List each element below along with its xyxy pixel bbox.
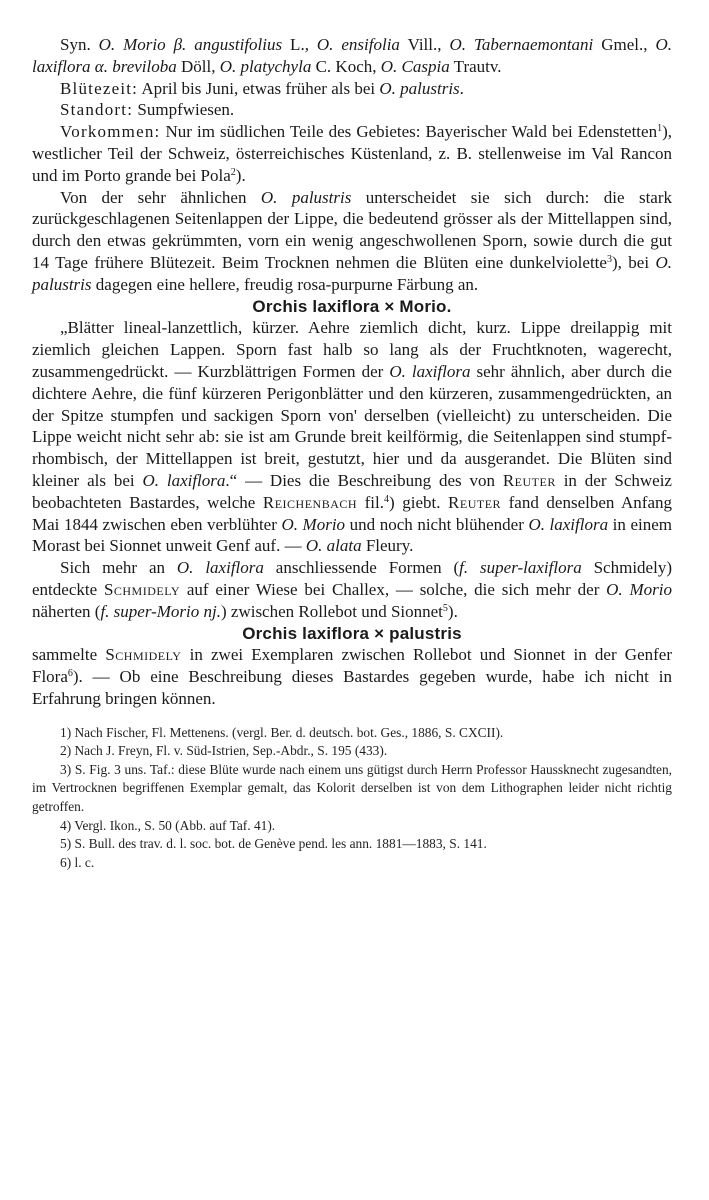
body-text: ). — Ob eine Beschreibung dieses Bastardes gegeben wurde, habe ich nicht in Erfahrung bringen können. (32, 667, 672, 708)
syn-text: Döll, (176, 56, 220, 76)
body-text: anschliessende Formen ( (263, 558, 460, 578)
body-text: Schmidely) entdeckte (32, 558, 672, 599)
body-text: sammelte (32, 645, 106, 665)
body-text: näherten ( (32, 601, 101, 621)
footnote: 5) S. Bull. des trav. d. l. soc. bot. de Genève pend. les ann. 1881—1883, S. 141. (60, 836, 487, 852)
footnote-ref: 1 (657, 123, 663, 135)
author-name: Reuter (502, 470, 556, 490)
species-name: O. palustris (260, 187, 352, 207)
body-text: und noch nicht blühender (345, 514, 529, 534)
species-name: O. alata (305, 536, 362, 556)
species-name: O. laxiflora (176, 558, 264, 578)
section-heading-laxiflora-morio: Orchis laxiflora × Morio. (252, 296, 452, 316)
syn-text: Vill., (399, 35, 450, 54)
bluetezeit-label: Blütezeit: (60, 78, 139, 98)
body-text: in der Schweiz beobachteten Bastardes, welche (32, 470, 672, 512)
author-name: Schmidely (103, 579, 181, 599)
footnotes (32, 724, 672, 873)
syn-name: O. platychyla (219, 56, 312, 76)
syn-text: C. Koch, (311, 56, 381, 76)
body-text: Sich mehr an (60, 558, 177, 578)
species-name: O. palustris (32, 252, 672, 294)
body-text: „Blätter lineal-lanzettlich, kürzer. Aehre ziemlich dicht, kurz. Lippe dreilappig mit ziemlich gleichen Lappen. Sporn fast halb so lang als der Fruchtknoten, wagerecht, zusammengedrückt. — Kurzblättrigen Formen der (32, 318, 672, 381)
form-name: f. super-Morio nj. (100, 601, 221, 621)
body-text: fand denselben Anfang Mai 1844 zwischen eben verblühter (32, 492, 672, 534)
syn-text: L., (282, 35, 317, 54)
body-text: auf einer Wiese bei Challex, — solche, die sich mehr der (180, 579, 607, 599)
syn-text: Gmel., (593, 35, 656, 54)
footnote: 3) S. Fig. 3 uns. Taf.: diese Blüte wurde nach einem uns gütigst durch Herrn Professor Haussknecht zugesandten, im Vertrocknen begriffenen Exemplar gemalt, das Kolorit derselben ist von dem Lithographen leider nicht richtig getroffen. (32, 761, 672, 815)
vorkommen-label: Vorkommen: (60, 122, 161, 142)
syn-text: Syn. (60, 35, 99, 54)
syn-name: O. ensifolia (316, 35, 400, 54)
footnote-ref: 3 (606, 253, 612, 265)
vorkommen-text: ), westlicher Teil der Schweiz, österreichisches Küstenland, z. B. stellenweise im Val Rancon und im Porto grande bei Pola (32, 122, 672, 185)
body-text: fil. (357, 492, 384, 512)
section-heading-laxiflora-palustris: Orchis laxiflora × palustris (242, 623, 462, 643)
standort-text: Sumpfwiesen. (133, 100, 235, 120)
species-name: O. laxiflora (528, 514, 609, 534)
collection-paragraph (32, 644, 672, 709)
standort-paragraph (32, 99, 672, 121)
syn-name: O. Morio β. angustifolius (98, 35, 283, 54)
footnote: 4) Vergl. Ikon., S. 50 (Abb. auf Taf. 41). (60, 817, 276, 833)
vorkommen-text: Nur im südlichen Teile des Gebietes: Bayerischer Wald bei Edenstetten (160, 122, 658, 142)
footnote-ref: 2 (230, 166, 236, 178)
author-name: Schmidely (105, 645, 182, 665)
synonyms-paragraph (32, 34, 672, 78)
syn-name: O. Tabernaemontani (449, 35, 594, 54)
author-name: Reuter (448, 492, 502, 512)
body-text: Von der sehr ähnlichen (60, 187, 261, 207)
body-text: Fleury. (361, 536, 414, 556)
author-name: Reichenbach (262, 492, 358, 512)
footnote: 6) l. c. (60, 854, 95, 870)
species-name: O. Morio (606, 579, 672, 599)
bluetezeit-text: April bis Juni, etwas früher als bei (138, 78, 380, 98)
syn-text: Trautv. (449, 56, 502, 76)
body-text: unterscheidet sie sich durch: die stark zurückgeschlagenen Seitenlappen der Lippe, die bedeutend grösser als der Mittellappen sind, durch den etwas gekrümmten, vorn ein wenig angeschwollenen Sporn, sowie durch die gut 14 Tage frühere Blütezeit. Beim Trocknen nehmen die Blüten eine dunkelviolette (32, 187, 672, 272)
body-text: .“ — Dies die Beschreibung des von (225, 470, 503, 490)
footnote: 2) Nach J. Freyn, Fl. v. Süd-Istrien, Sep.-Abdr., S. 195 (433). (60, 743, 388, 759)
footnote: 1) Nach Fischer, Fl. Mettenens. (vergl. Ber. d. deutsch. bot. Ges., 1886, S. CXCII). (60, 724, 504, 740)
species-name: O. laxiflora (142, 470, 226, 490)
body-text: dagegen eine hellere, freudig rosa-purpurne Färbung an. (91, 274, 479, 294)
standort-label: Standort: (60, 100, 134, 120)
species-name: O. laxiflora (389, 361, 471, 381)
species-name: O. palustris (379, 78, 460, 98)
document-page (32, 34, 672, 872)
form-name: f. super-laxiflora (459, 558, 582, 578)
forms-paragraph (32, 557, 672, 622)
body-text: in einem Morast bei Sionnet unweit Genf auf. — (32, 514, 672, 556)
body-text: in zwei Exemplaren zwischen Rollebot und Sionnet in der Genfer Flora (32, 645, 672, 687)
species-name: O. Morio (281, 514, 346, 534)
body-text: ) giebt. (388, 492, 449, 512)
comparison-paragraph (32, 187, 672, 296)
body-text: ) zwischen Rollebot und Sionnet (220, 601, 443, 621)
footnote-ref: 6 (67, 668, 73, 680)
footnote-ref: 5 (442, 602, 448, 614)
body-text: ). (447, 601, 458, 621)
syn-name: O. Caspia (380, 56, 450, 76)
body-text: sehr ähnlich, aber durch die dichtere Aehre, die fünf kürzeren Perigonblätter und den kürzeren, zusammengedrückten, an der Spitze stumpfen und sackigen Sporn von' derselben (vielleicht) zu unterscheiden. Die Lippe weicht nicht sehr ab: sie ist am Grunde breit keilförmig, die Seitenlappen sind stumpf-rhombisch, der Mittellappen ist breit, gestutzt, hier und da ausgerandet. Die Blüten sind kleiner als bei (32, 361, 672, 490)
vorkommen-paragraph (32, 121, 672, 186)
vorkommen-text: ). (235, 165, 246, 185)
bluetezeit-paragraph (32, 78, 672, 100)
description-paragraph (32, 317, 672, 557)
footnote-ref: 4 (383, 493, 389, 505)
syn-name: O. laxiflora α. brevіloba (32, 35, 672, 76)
bluetezeit-end: . (459, 78, 464, 98)
body-text: ), bei (611, 252, 656, 272)
